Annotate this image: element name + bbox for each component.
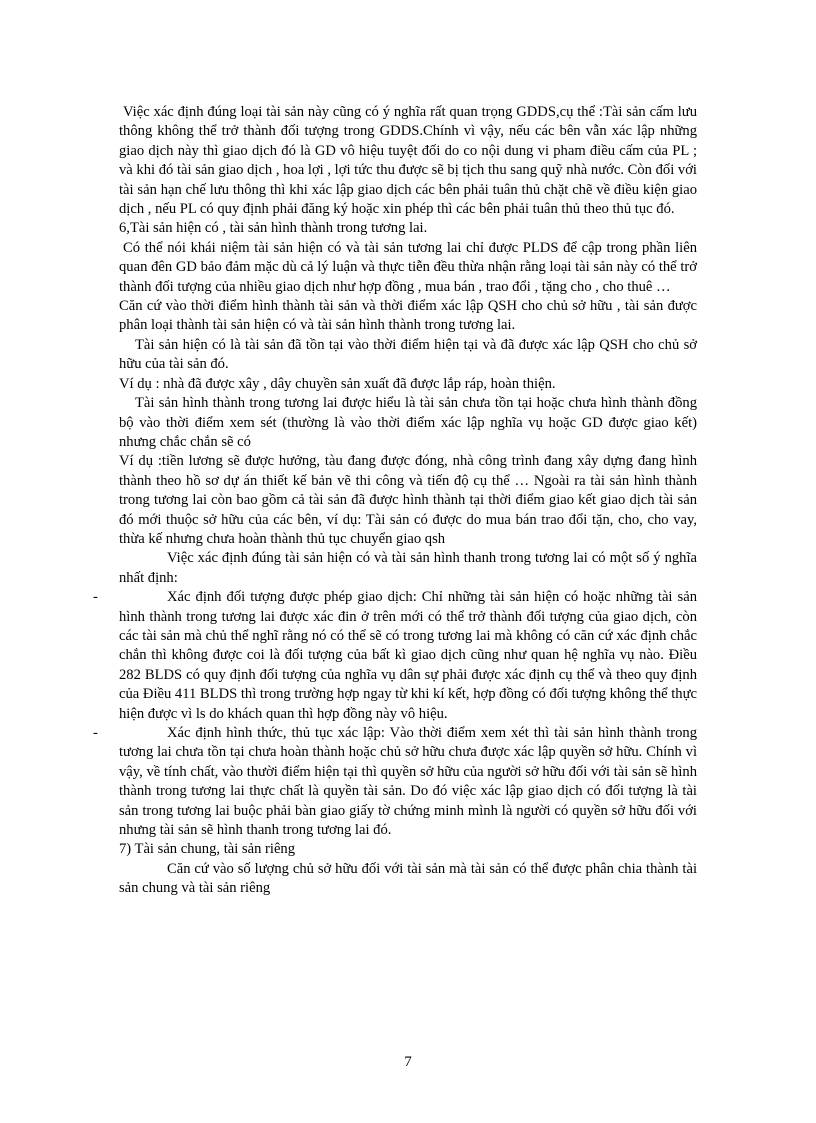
paragraph-common-private: Căn cứ vào số lượng chủ sở hữu đối với tài sản mà tài sản có thể được phân chia thành tài sản chung và tài sản riêng: [119, 860, 697, 897]
paragraph-basis: Căn cứ vào thời điểm hình thành tài sản và thời điểm xác lập QSH cho chủ sở hữu , tài sản được phân loại thành tài sản hiện có và tài sản hình thành trong tương lai.: [119, 298, 697, 334]
paragraph-asset-significance: Việc xác định đúng loại tài sản này cũng có ý nghĩa rất quan trọng GDDS,cụ thể :Tài sản cấm lưu thông không thể trở thành đối tượng trong GDDS.Chính vì vậy, nếu các bên vẫn xác lập những giao dịch này thì giao dịch đó là GD vô hiệu tuyệt đối do co nội dung vi pham điều cấm của PL ; và khi đó tài sản giao dịch , hoa lợi , lợi tức thu được sẽ bị tịch thu sang quỹ nhà nước. Còn đối với tài sản hạn chế lưu thông thì khi xác lập giao dịch các bên phải tuân thủ chặt chẽ về điều kiện giao dịch , nếu PL có quy định phải đăng ký hoặc xin phép thì các bên phải tuân thủ theo thủ tục đó.: [119, 104, 697, 218]
bullet-text-form: Xác định hình thức, thủ tục xác lập: Vào thời điểm xem xét thì tài sản hình thành trong tương lai chưa tồn tại chưa hoàn thành hoặc chủ sở hữu chưa được xác lập quyền sở hữu. Chính vì vậy, về tính chất, vào thười điểm hiện tại thì quyền sở hữu của người sở hữu đối với tài sản sẽ hình thành trong tương lai thực chất là quyền tài sản. Do đó việc xác lập giao dịch có đối tượng là tài sản trong tương lai buộc phải bàn giao giấy tờ chứng minh mình là người có quyền sở hữu đối với nhưng tài sản sẽ hình thanh trong tương lai đó.: [119, 725, 697, 839]
section-heading-6: 6,Tài sản hiện có , tài sản hình thành trong tương lai.: [119, 220, 428, 237]
paragraph-example-2: Ví dụ :tiền lương sẽ được hưởng, tàu đang được đóng, nhà công trình đang xây dựng đang hình thành theo hồ sơ dự án thiết kế bản vẽ thi công và tiến độ cụ thể … Ngoài ra tài sản hình thành trong tương lai còn bao gồm cả tài sản đã được hình thành tại thời điểm giao kết giao dịch tài sản đó mới thuộc sở hữu của các bên, ví dụ: Tài sản có được do mua bán trao đổi tặn, cho, cho vay, thừa kế nhưng chưa hoàn thành thủ tục chuyển giao qsh: [119, 453, 697, 547]
bullet-text-subject: Xác định đối tượng được phép giao dịch: Chỉ những tài sản hiện có hoặc những tài sản hình thành trong tương lai được xác đin ở trên mới có thể trở thành đối tượng của giao dịch, còn các tài sản mà chủ thể nghĩ rằng nó có thể sẽ có trong tương lai mà không có căn cứ xác định chắc chắn thì không được coi là đối tượng của bất kì giao dịch cũng như quan hệ nghĩa vụ nào. Điều 282 BLDS có quy định đối tượng của nghĩa vụ dân sự phải được xác định cụ thể và theo quy định của Điều 411 BLDS thì trong trường hợp ngay từ khi kí kết, hợp đồng có đối tượng không thể thực hiện được vì ls do khách quan thì hợp đồng này vô hiệu.: [119, 589, 697, 722]
paragraph-example-1: Ví dụ : nhà đã được xây , dây chuyền sản xuất đã được lắp ráp, hoàn thiện.: [119, 375, 556, 392]
paragraph-future-asset: Tài sản hình thành trong tương lai được hiểu là tài sản chưa tồn tại hoặc chưa hình thành đồng bộ vào thời điểm xem sét (thường là vào thời điểm xác lập nghĩa vụ hoặc GD được giao kết) nhưng chắc chắn sẽ có: [119, 395, 697, 450]
bullet-item-subject: [93, 588, 697, 724]
page-number: 7: [404, 1054, 412, 1070]
bullet-item-form: [93, 724, 697, 840]
paragraph-significance: Việc xác định đúng tài sản hiện có và tài sản hình thanh trong tương lai có một số ý nghĩa nhất định:: [119, 550, 697, 586]
bullet-dash: -: [93, 725, 98, 741]
document-body: [93, 103, 697, 899]
section-heading-7: 7) Tài sản chung, tài sản riêng: [119, 841, 296, 858]
bullet-dash: -: [93, 589, 98, 606]
paragraph-concept: Có thể nói khái niệm tài sản hiện có và tài sản tương lai chỉ được PLDS để cập trong phần liên quan đên GD bảo đảm mặc dù cả lý luận và thực tiễn đều thừa nhận rằng loại tài sản này có thể trở thành đối tượng của nhiều giao dịch như hợp đồng , mua bán , trao đổi , tặng cho , cho thuê …: [119, 239, 697, 295]
paragraph-existing-asset: Tài sản hiện có là tài sản đã tồn tại vào thời điểm hiện tại và đã được xác lập QSH cho chủ sở hữu của tài sản đó.: [119, 336, 697, 373]
